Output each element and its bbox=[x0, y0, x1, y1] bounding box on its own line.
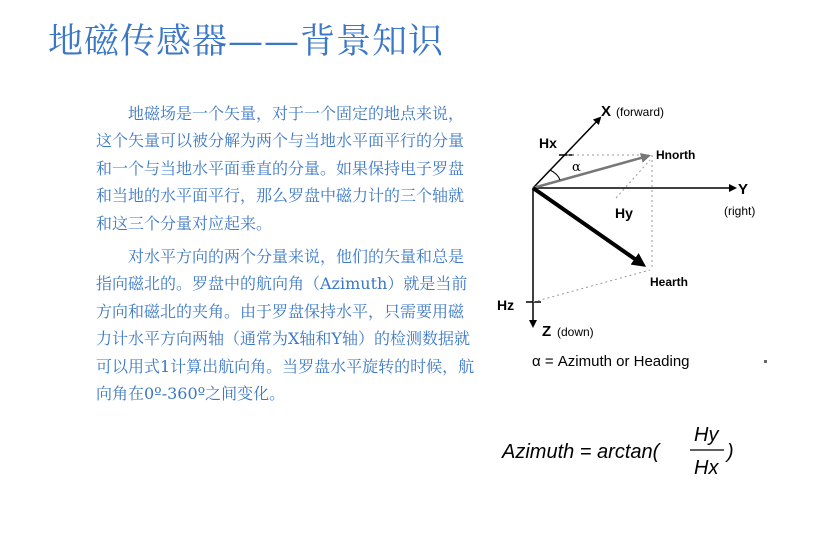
paragraph-geomagnetic-vector: 地磁场是一个矢量，对于一个固定的地点来说，这个矢量可以被分解为两个与当地水平面平行的分量和一个与当地水平面垂直的分量。如果保持电子罗盘和当地的水平面平行，那么罗盘中磁力计的三个轴就和这三个分量对应起来。 bbox=[96, 104, 465, 233]
formula-numerator: Hy bbox=[694, 424, 719, 446]
azimuth-formula bbox=[500, 418, 800, 488]
hz-label: Hz bbox=[497, 297, 515, 313]
paragraph-azimuth: 对水平方向的两个分量来说，他们的矢量和总是指向磁北的。罗盘中的航向角（Azimuth）就是当前方向和磁北的夹角。由于罗盘保持水平，只需要用磁力计水平方向两轴（通常为X轴和Y轴）的检测数据就可以用式1计算出航向角。当罗盘水平旋转的时候，航向角在0º-360º之间变化。 bbox=[96, 247, 475, 404]
decorative-dot bbox=[764, 360, 767, 363]
diagram-caption: α = Azimuth or Heading bbox=[532, 353, 690, 370]
formula-denominator: Hx bbox=[694, 457, 719, 479]
hearth-vector bbox=[533, 188, 642, 264]
y-axis-label: Y bbox=[738, 181, 749, 198]
hnorth-vector bbox=[533, 156, 648, 188]
formula-rhs: ) bbox=[727, 441, 734, 463]
guide-hy-hnorth bbox=[616, 160, 650, 198]
guide-hz-hearth bbox=[533, 270, 650, 302]
alpha-arc bbox=[550, 170, 560, 180]
body-text bbox=[96, 100, 476, 407]
hearth-label: Hearth bbox=[650, 275, 689, 289]
page-title: 地磁传感器——背景知识 bbox=[48, 22, 445, 62]
alpha-label: α bbox=[572, 160, 581, 175]
geomagnetic-axes-diagram bbox=[480, 90, 780, 380]
x-axis-label: X bbox=[601, 103, 612, 120]
y-axis-note: (right) bbox=[724, 204, 756, 218]
x-axis-note: (forward) bbox=[616, 105, 665, 119]
formula-lhs: Azimuth = arctan( bbox=[502, 441, 660, 463]
z-axis-note: (down) bbox=[557, 325, 594, 339]
hnorth-label: Hnorth bbox=[656, 148, 696, 162]
z-axis-label: Z bbox=[542, 323, 552, 340]
hx-label: Hx bbox=[539, 135, 557, 151]
hy-label: Hy bbox=[615, 205, 633, 221]
